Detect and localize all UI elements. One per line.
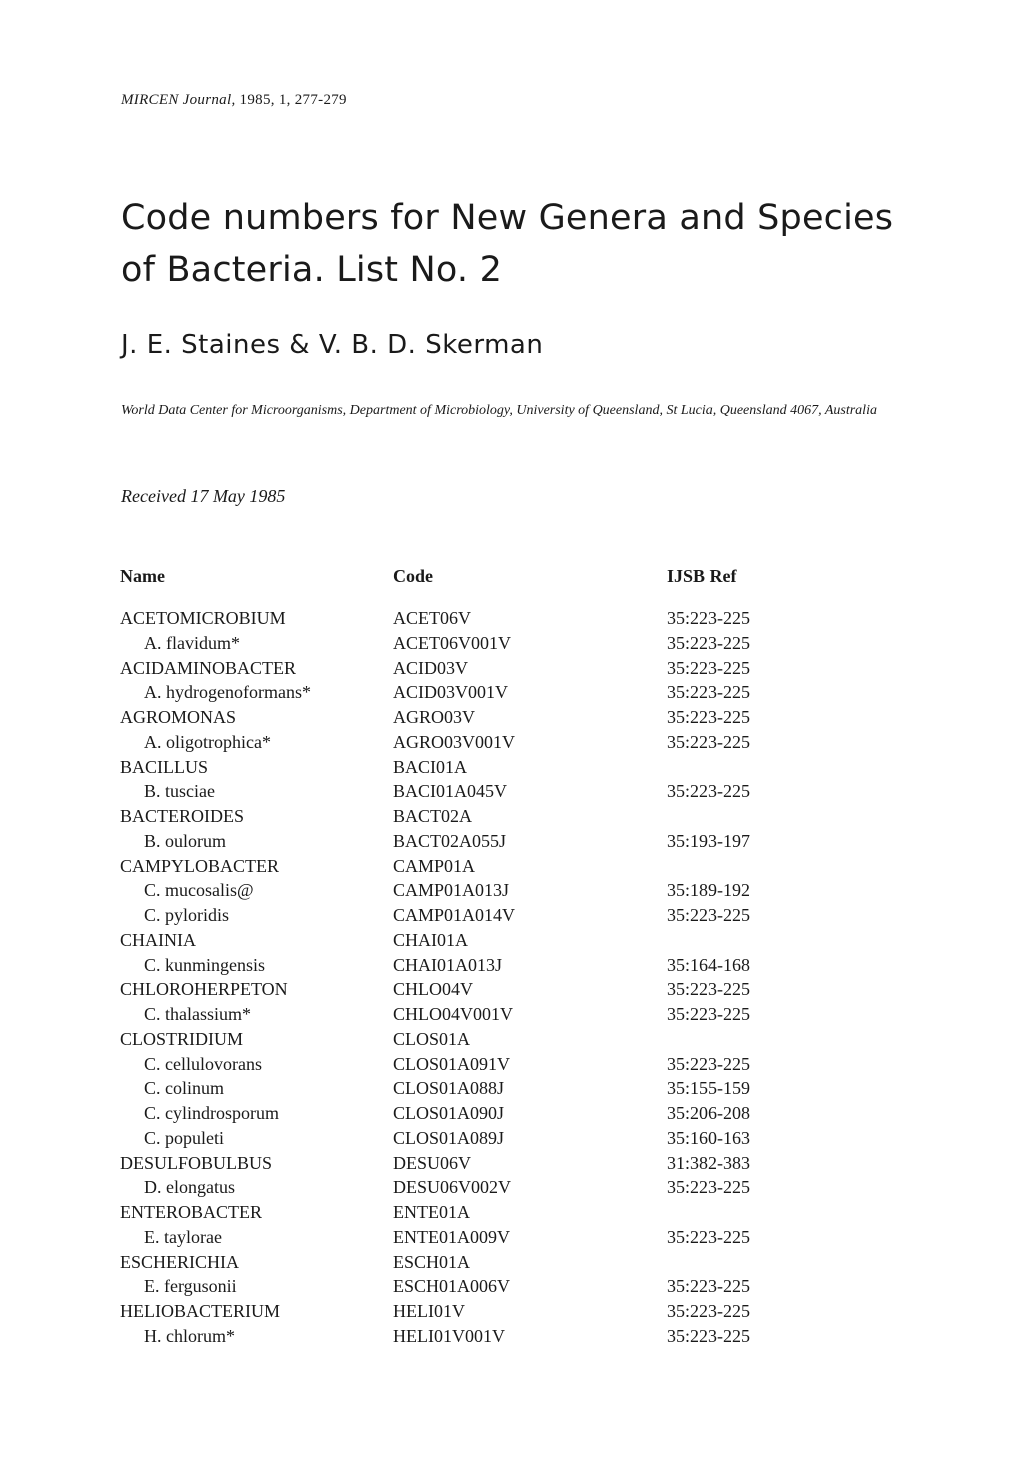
row-code: ACET06V001V bbox=[393, 632, 511, 653]
table-row bbox=[120, 1299, 807, 1324]
row-name: C. kunmingensis bbox=[144, 954, 266, 975]
row-name: ACETOMICROBIUM bbox=[120, 608, 286, 628]
row-ijsb-ref: 35:223-225 bbox=[667, 905, 750, 925]
table-row bbox=[120, 977, 807, 1002]
row-name: C. cellulovorans bbox=[144, 1053, 262, 1074]
row-name: ESCHERICHIA bbox=[120, 1251, 240, 1272]
row-ijsb-ref: 35:189-192 bbox=[667, 880, 750, 901]
row-code: AGRO03V bbox=[393, 707, 476, 727]
row-ijsb-ref: 35:223-225 bbox=[667, 1276, 750, 1297]
row-ijsb-ref bbox=[667, 755, 807, 780]
row-code: CLOS01A bbox=[393, 1028, 471, 1049]
table-row bbox=[120, 705, 807, 730]
row-code: DESU06V bbox=[393, 1152, 472, 1173]
row-name: BACILLUS bbox=[120, 756, 209, 777]
table-row bbox=[120, 1151, 807, 1176]
row-ijsb-ref: 31:382-383 bbox=[667, 1152, 750, 1173]
table-header-row bbox=[120, 566, 807, 606]
table-row bbox=[120, 953, 807, 978]
table-body bbox=[120, 606, 807, 1349]
table-row bbox=[120, 1052, 807, 1077]
row-code: ENTE01A009V bbox=[393, 1226, 510, 1247]
row-name: E. taylorae bbox=[144, 1226, 222, 1247]
row-ijsb-ref: 35:223-225 bbox=[667, 707, 750, 727]
row-code: AGRO03V001V bbox=[393, 731, 516, 752]
table-row bbox=[120, 1274, 807, 1299]
article-title: Code numbers for New Genera and Species of Bacteria. List No. 2 bbox=[121, 198, 894, 290]
row-name: C. cylindrosporum bbox=[144, 1103, 279, 1123]
row-code: CLOS01A089J bbox=[393, 1127, 505, 1148]
row-code: CHAI01A013J bbox=[393, 954, 503, 975]
row-ijsb-ref: 35:223-225 bbox=[667, 608, 750, 628]
journal-name: MIRCEN Journal, bbox=[121, 92, 236, 108]
header-code: Code bbox=[393, 566, 433, 586]
table-row bbox=[120, 829, 807, 854]
row-ijsb-ref bbox=[667, 1200, 807, 1225]
affiliation: World Data Center for Microorganisms, Department of Microbiology, University of Queensland, St Lucia, Queensland 4067, Australia bbox=[121, 403, 877, 418]
row-name: AGROMONAS bbox=[120, 707, 237, 727]
table-row bbox=[120, 755, 807, 780]
row-code: ESCH01A bbox=[393, 1251, 471, 1272]
row-code: CLOS01A091V bbox=[393, 1053, 511, 1074]
row-ijsb-ref: 35:223-225 bbox=[667, 682, 750, 703]
row-code: CAMP01A bbox=[393, 855, 476, 876]
row-ijsb-ref: 35:223-225 bbox=[667, 1004, 750, 1024]
table-row bbox=[120, 680, 807, 705]
row-ijsb-ref: 35:223-225 bbox=[667, 731, 750, 752]
row-name: CHLOROHERPETON bbox=[120, 979, 288, 1000]
row-ijsb-ref: 35:223-225 bbox=[667, 781, 750, 802]
table-row bbox=[120, 1101, 807, 1126]
row-ijsb-ref bbox=[667, 854, 807, 879]
table-row bbox=[120, 1126, 807, 1151]
row-code: CLOS01A088J bbox=[393, 1078, 505, 1099]
row-name: C. colinum bbox=[144, 1078, 224, 1099]
row-name: BACTEROIDES bbox=[120, 806, 245, 826]
row-name: ENTEROBACTER bbox=[120, 1202, 262, 1222]
row-name: C. populeti bbox=[144, 1127, 224, 1148]
row-code: HELI01V bbox=[393, 1301, 465, 1321]
row-code: ACID03V bbox=[393, 657, 468, 678]
row-ijsb-ref: 35:223-225 bbox=[667, 1301, 750, 1321]
row-code: BACI01A bbox=[393, 756, 468, 777]
table-row bbox=[120, 1076, 807, 1101]
row-code: ACET06V bbox=[393, 608, 471, 628]
row-code: HELI01V001V bbox=[393, 1325, 505, 1346]
row-code: CAMP01A014V bbox=[393, 905, 516, 925]
row-name: HELIOBACTERIUM bbox=[120, 1301, 280, 1321]
row-code: ESCH01A006V bbox=[393, 1276, 511, 1297]
row-ijsb-ref: 35:223-225 bbox=[667, 979, 750, 1000]
row-name: A. oligotrophica* bbox=[144, 731, 271, 752]
row-name: D. elongatus bbox=[144, 1177, 235, 1198]
table-row bbox=[120, 903, 807, 928]
table-row bbox=[120, 779, 807, 804]
table-row bbox=[120, 631, 807, 656]
row-ijsb-ref: 35:155-159 bbox=[667, 1078, 750, 1099]
journal-citation bbox=[121, 92, 347, 109]
row-ijsb-ref bbox=[667, 1027, 807, 1052]
row-code: BACI01A045V bbox=[393, 781, 508, 802]
row-name: C. thalassium* bbox=[144, 1004, 251, 1024]
row-name: CHAINIA bbox=[120, 929, 196, 950]
row-name: B. oulorum bbox=[144, 830, 227, 851]
table-row bbox=[120, 804, 807, 829]
row-ijsb-ref: 35:223-225 bbox=[667, 1177, 750, 1198]
table-row bbox=[120, 928, 807, 953]
volume-pages: 1985, 1, 277-279 bbox=[235, 92, 347, 108]
row-code: CLOS01A090J bbox=[393, 1103, 505, 1123]
table-row bbox=[120, 1200, 807, 1225]
row-ijsb-ref: 35:160-163 bbox=[667, 1127, 750, 1148]
table-row bbox=[120, 854, 807, 879]
row-ijsb-ref bbox=[667, 1250, 807, 1275]
row-ijsb-ref: 35:223-225 bbox=[667, 1325, 750, 1346]
row-name: E. fergusonii bbox=[144, 1276, 237, 1297]
row-name: CLOSTRIDIUM bbox=[120, 1028, 244, 1049]
row-name: A. hydrogenoformans* bbox=[144, 682, 311, 703]
row-ijsb-ref: 35:223-225 bbox=[667, 1053, 750, 1074]
received-date: Received 17 May 1985 bbox=[121, 486, 286, 506]
table-row bbox=[120, 1175, 807, 1200]
row-code: CHLO04V001V bbox=[393, 1004, 513, 1024]
row-name: C. mucosalis@ bbox=[144, 880, 254, 901]
row-name: H. chlorum* bbox=[144, 1325, 235, 1346]
row-ijsb-ref: 35:164-168 bbox=[667, 954, 750, 975]
table-row bbox=[120, 1002, 807, 1027]
authors: J. E. Staines & V. B. D. Skerman bbox=[121, 330, 544, 360]
row-ijsb-ref bbox=[667, 928, 807, 953]
row-name: B. tusciae bbox=[144, 781, 215, 802]
header-ijsb-ref: IJSB Ref bbox=[667, 566, 737, 586]
row-code: DESU06V002V bbox=[393, 1177, 512, 1198]
row-ijsb-ref: 35:223-225 bbox=[667, 1226, 750, 1247]
row-code: ENTE01A bbox=[393, 1202, 470, 1222]
row-code: CAMP01A013J bbox=[393, 880, 510, 901]
row-ijsb-ref: 35:223-225 bbox=[667, 632, 750, 653]
header-name: Name bbox=[120, 566, 165, 586]
table-row bbox=[120, 656, 807, 681]
table-row bbox=[120, 1225, 807, 1250]
row-code: ACID03V001V bbox=[393, 682, 508, 703]
row-name: DESULFOBULBUS bbox=[120, 1152, 273, 1173]
table-row bbox=[120, 606, 807, 631]
row-ijsb-ref: 35:223-225 bbox=[667, 657, 750, 678]
row-ijsb-ref: 35:206-208 bbox=[667, 1103, 750, 1123]
row-ijsb-ref: 35:193-197 bbox=[667, 830, 750, 851]
code-table bbox=[120, 566, 807, 1349]
row-name: CAMPYLOBACTER bbox=[120, 855, 280, 876]
row-code: CHAI01A bbox=[393, 929, 468, 950]
table-row bbox=[120, 1027, 807, 1052]
table-row bbox=[120, 878, 807, 903]
table-row bbox=[120, 730, 807, 755]
row-code: CHLO04V bbox=[393, 979, 473, 1000]
row-code: BACT02A bbox=[393, 806, 473, 826]
row-code: BACT02A055J bbox=[393, 830, 507, 851]
table-row bbox=[120, 1324, 807, 1349]
row-name: A. flavidum* bbox=[144, 632, 240, 653]
row-name: ACIDAMINOBACTER bbox=[120, 657, 297, 678]
table-row bbox=[120, 1250, 807, 1275]
row-name: C. pyloridis bbox=[144, 905, 230, 925]
row-ijsb-ref bbox=[667, 804, 807, 829]
